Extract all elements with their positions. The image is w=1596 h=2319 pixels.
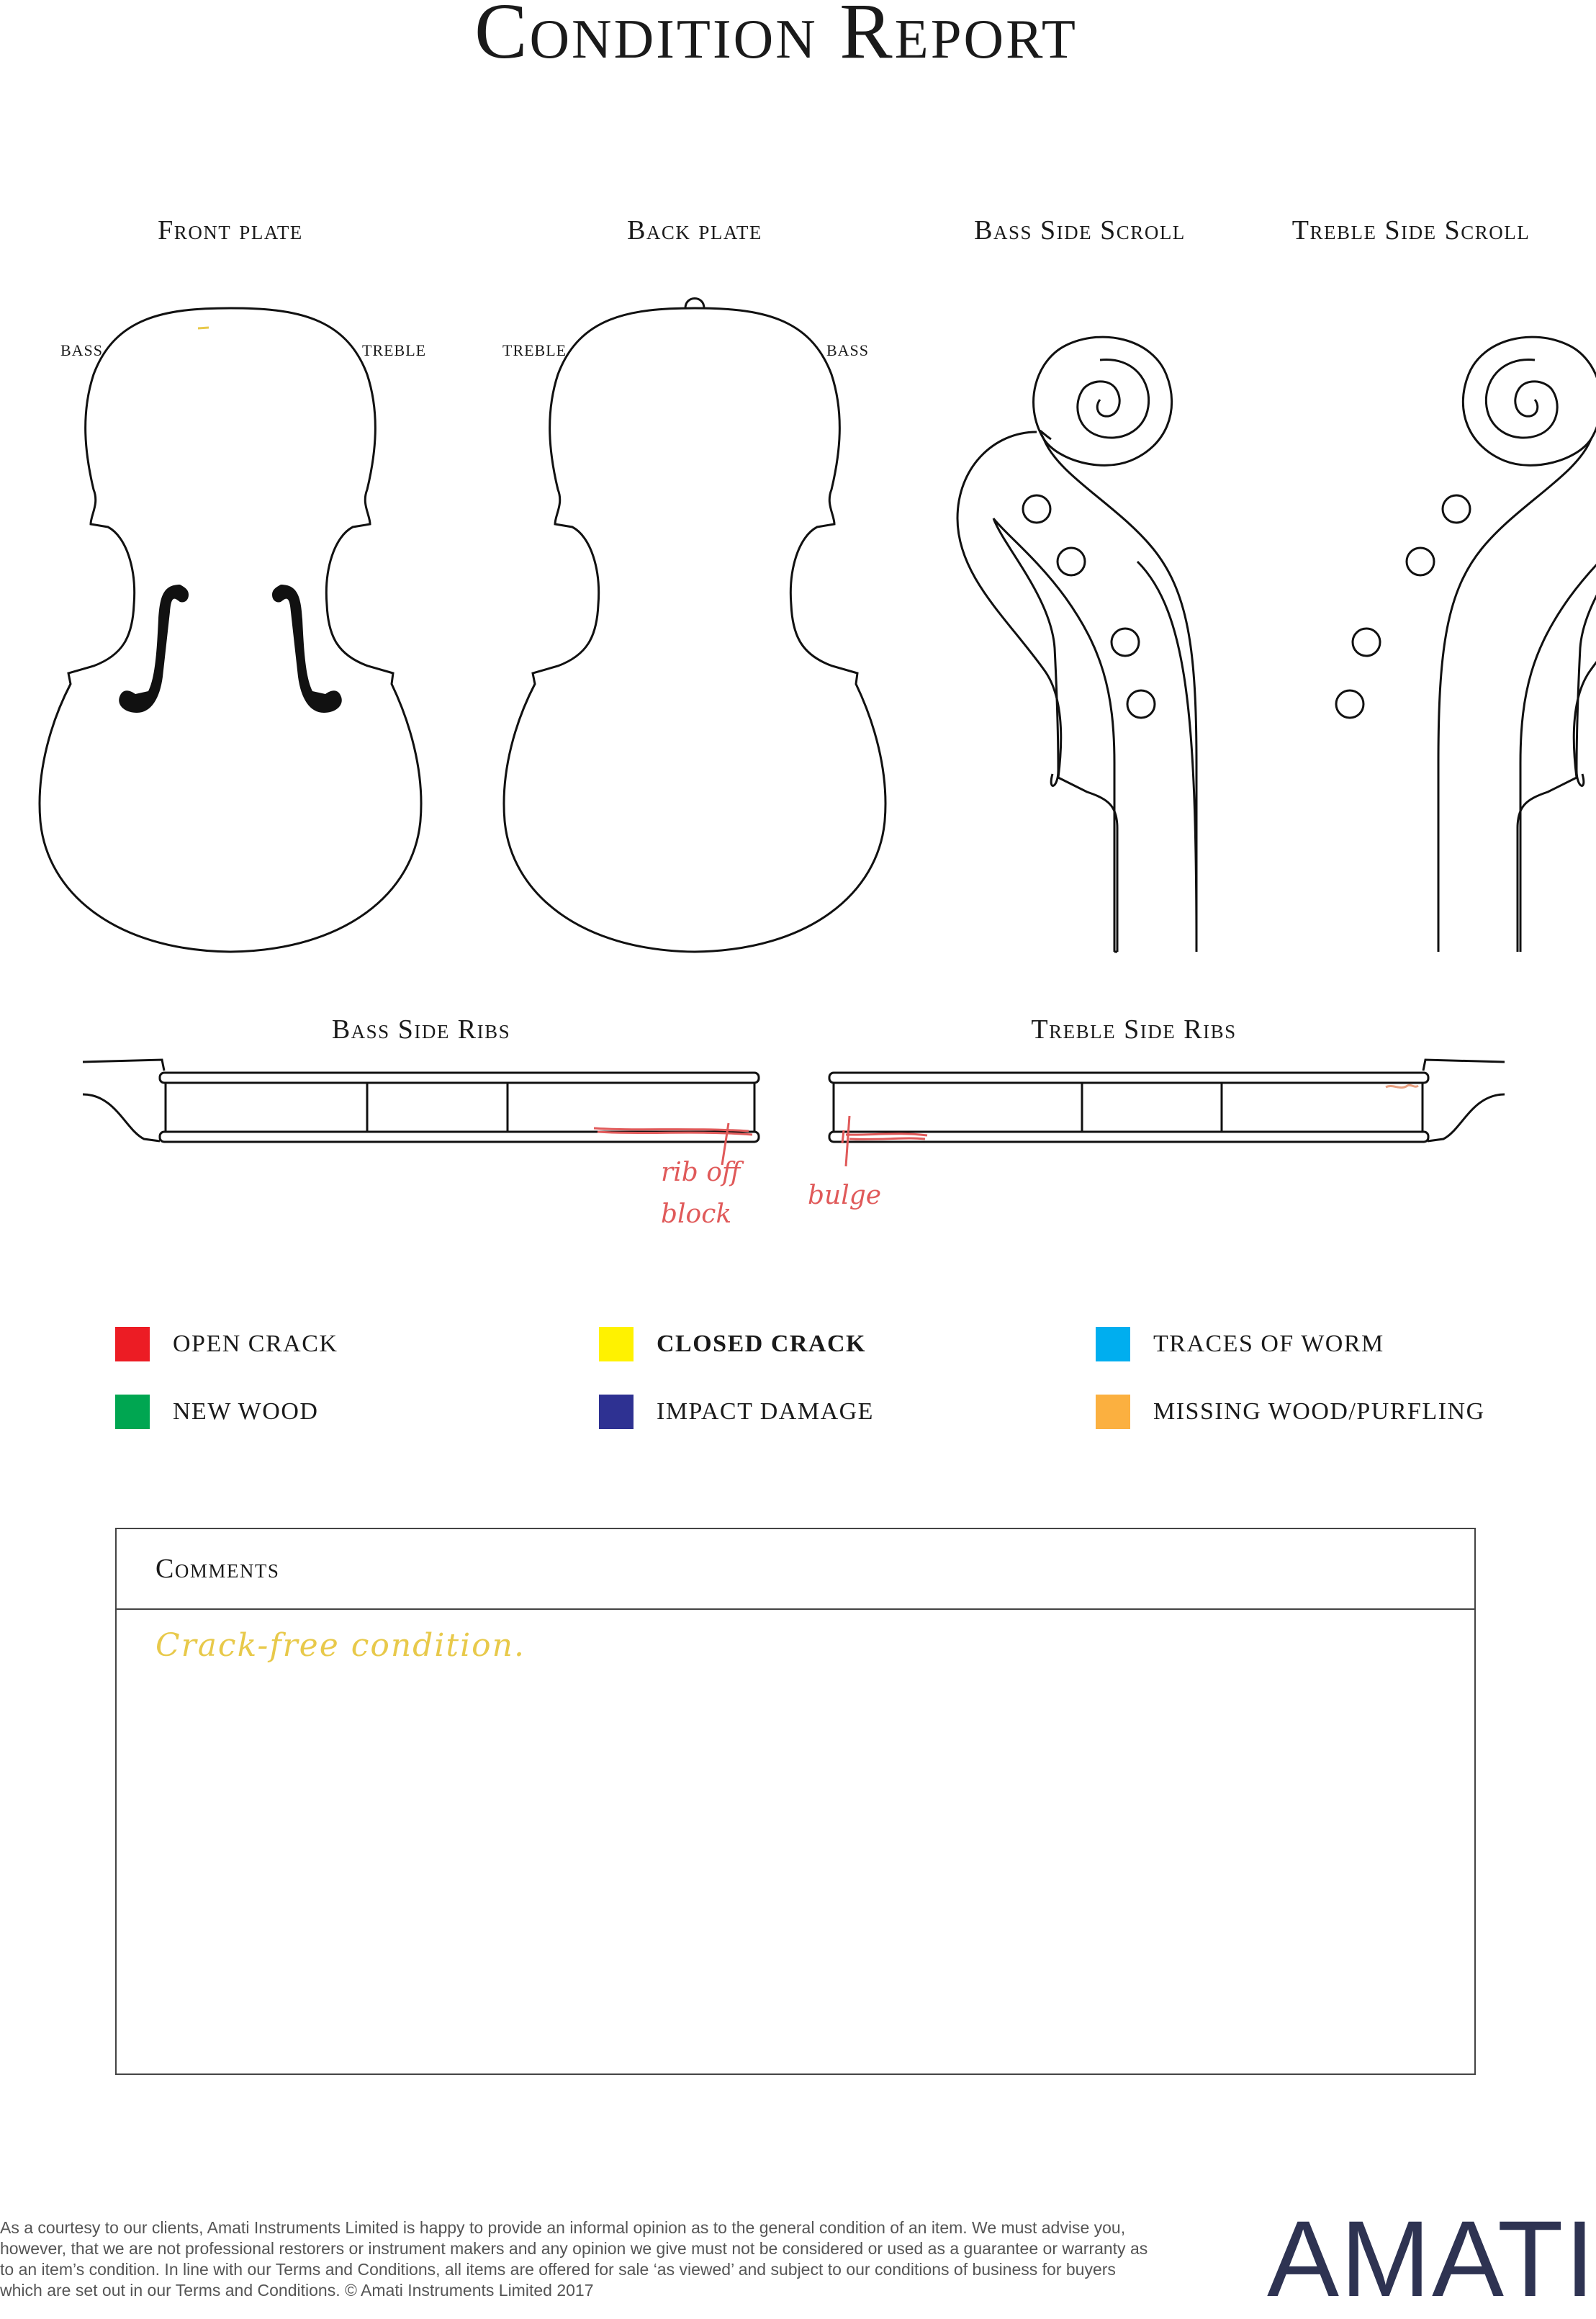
legend-swatch — [115, 1327, 150, 1361]
front-plate-label: Front plate — [158, 215, 303, 246]
bass-ribs-label: Bass Side Ribs — [331, 1014, 511, 1045]
back-treble-side-label: TREBLE — [502, 341, 567, 359]
legend-open-crack — [115, 1326, 338, 1362]
bass-scroll-pegbox — [957, 432, 1061, 778]
back-plate-outline — [504, 308, 885, 952]
legend-missing-wood — [1096, 1394, 1485, 1430]
bass-peg-hole — [1127, 690, 1155, 718]
treble-scroll-volute — [1486, 360, 1557, 438]
legend-swatch — [115, 1395, 150, 1429]
back-bass-side-label: BASS — [826, 341, 870, 359]
legend-impact-damage — [599, 1394, 874, 1430]
legend-traces-of-worm — [1096, 1326, 1384, 1362]
bass-peg-hole — [1058, 548, 1085, 575]
back-plate-label: Back plate — [627, 215, 762, 246]
amati-logo: AMATI — [1267, 2198, 1596, 2319]
treble-scroll-back — [1518, 778, 1577, 952]
legend-label: OPEN CRACK — [173, 1330, 338, 1357]
comment-text: Crack-free condition. — [155, 1627, 526, 1664]
bass-peg-hole — [1112, 629, 1139, 656]
comments-header: Comments — [117, 1529, 1474, 1610]
treble-peg-hole — [1407, 548, 1434, 575]
treble-scroll-curl — [1463, 337, 1596, 465]
bass-scroll-volute — [1078, 360, 1149, 438]
legend-label: IMPACT DAMAGE — [657, 1398, 874, 1425]
legend-swatch — [599, 1395, 634, 1429]
legend-closed-crack — [599, 1326, 866, 1362]
f-hole-bass — [119, 585, 189, 713]
treble-peg-hole — [1443, 495, 1470, 523]
page-title: Condition Report — [474, 0, 1078, 75]
comments-box[interactable] — [115, 1528, 1476, 2075]
treble-peg-hole — [1336, 690, 1363, 718]
f-hole-treble — [272, 585, 342, 713]
legend-label: CLOSED CRACK — [657, 1330, 866, 1357]
legend-label: NEW WOOD — [173, 1398, 319, 1425]
legend-label: TRACES OF WORM — [1153, 1330, 1384, 1357]
treble-scroll-label: Treble Side Scroll — [1291, 215, 1530, 246]
front-treble-side-label: TREBLE — [362, 341, 427, 359]
disclaimer-text: As a courtesy to our clients, Amati Instruments Limited is happy to provide an informal opinion as to the general condition of an item. We must advise you, however, that we are not professional restorers or instrument makers and any opinion we give must not be considered or used as a guarantee or warranty as to an item’s condition. In line with our Terms and Conditions, all items are offered for sale ‘as viewed’ and subject to our conditions of business for buyers which are set out in our Terms and Conditions. © Amati Instruments Limited 2017 — [0, 2218, 1148, 2300]
legend-swatch — [599, 1327, 634, 1361]
legend-swatch — [1096, 1327, 1130, 1361]
bass-scroll-label: Bass Side Scroll — [974, 215, 1186, 246]
treble-ribs-drawing — [829, 1060, 1505, 1142]
treble-ribs-label: Treble Side Ribs — [1031, 1014, 1237, 1045]
rib-off-block-note: rib off block — [661, 1158, 741, 1229]
legend-label: MISSING WOOD/PURFLING — [1153, 1398, 1485, 1425]
bulge-note: bulge — [808, 1181, 882, 1210]
legend-new-wood — [115, 1394, 318, 1430]
treble-peg-hole — [1353, 629, 1380, 656]
front-bass-side-label: BASS — [60, 341, 104, 359]
bass-peg-hole — [1023, 495, 1050, 523]
legend-swatch — [1096, 1395, 1130, 1429]
back-button — [685, 299, 704, 309]
bass-scroll-curl — [1034, 337, 1172, 465]
front-plate-outline — [40, 308, 421, 952]
